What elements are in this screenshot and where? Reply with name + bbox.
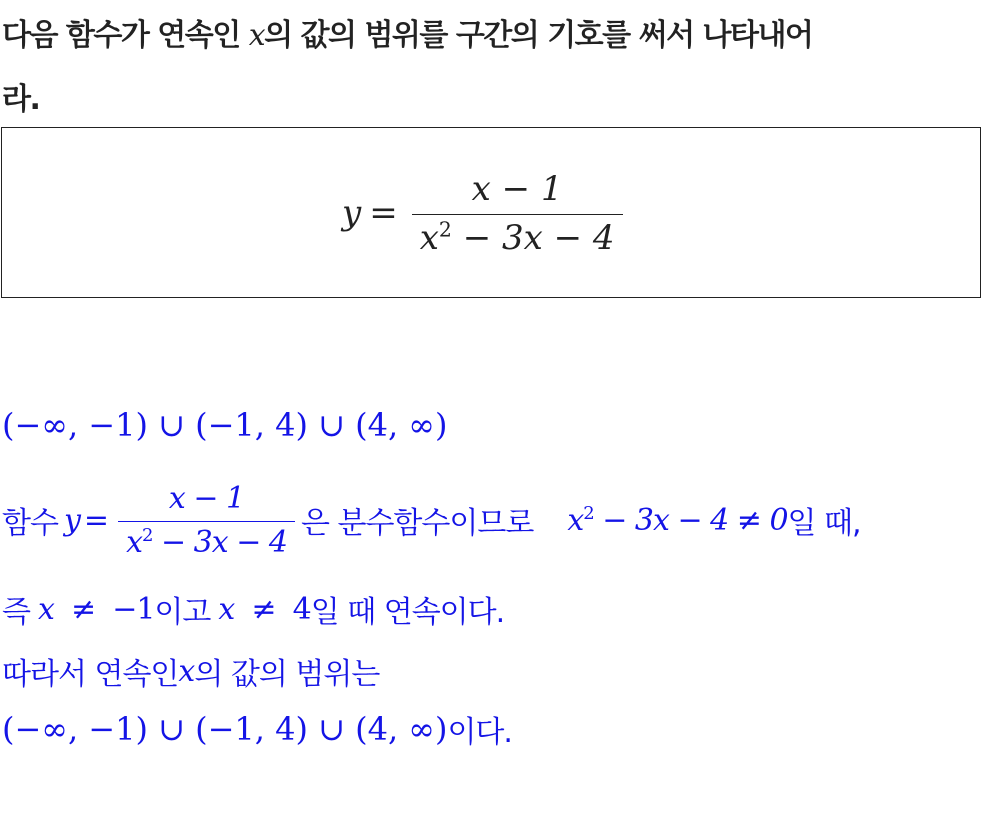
- solution-den-x: x: [126, 524, 142, 560]
- equation-fraction: [412, 169, 623, 258]
- question-text-2: 의 값의 범위를 구간의 기호를 써서 나타내어: [264, 18, 813, 53]
- function-equation: [342, 163, 629, 263]
- solution-line1-condition: [567, 503, 787, 538]
- solution-line3-prefix: 따라서 연속인: [2, 657, 179, 692]
- denominator-exponent: 2: [438, 217, 452, 242]
- solution-line-4: [2, 706, 512, 752]
- problem-statement: [2, 4, 991, 132]
- condition-exponent: 2: [583, 502, 594, 524]
- solution-line4-interval: (−∞, −1) ∪ (−1, 4) ∪ (4, ∞): [2, 710, 448, 748]
- solution-den-exponent: 2: [141, 524, 153, 546]
- solution-den-rest: − 3x − 4: [152, 524, 287, 560]
- solution-line1-suffix: 일 때,: [787, 506, 861, 541]
- solution-line-1: [2, 478, 861, 562]
- denominator-rest: − 3x − 4: [451, 217, 615, 258]
- denominator-x: x: [419, 217, 439, 258]
- condition-rest: − 3x − 4 ≠ 0: [593, 502, 788, 538]
- solution-line3-x: x: [178, 653, 195, 689]
- solution-line1-y: y: [63, 502, 80, 538]
- question-variable: x: [248, 18, 265, 53]
- solution-fraction-bar: [118, 521, 295, 522]
- solution-line2-prefix: 즉: [2, 595, 30, 630]
- solution-line2-cond1: ≠ −1: [53, 591, 155, 627]
- solution-fraction-numerator: x − 1: [168, 480, 245, 516]
- solution-line-3: [2, 648, 379, 694]
- answer-interval: (−∞, −1) ∪ (−1, 4) ∪ (4, ∞): [2, 406, 448, 444]
- equation-lhs: y: [342, 193, 362, 233]
- condition-x: x: [567, 502, 584, 538]
- solution-line2-mid: 이고: [154, 595, 211, 630]
- solution-line1-fraction: [118, 481, 295, 560]
- solution-line2-suffix: 일 때 연속이다.: [310, 595, 505, 630]
- solution-line3-suffix: 의 값의 범위는: [194, 657, 380, 692]
- question-text-3: 라.: [2, 82, 40, 117]
- solution-line2-x2: x: [218, 591, 235, 627]
- solution-line2-cond2: ≠ 4: [234, 591, 311, 627]
- solution-line1-prefix: 함수: [2, 506, 58, 541]
- solution-line1-middle: 은 분수함수이므로: [300, 506, 534, 541]
- solution-fraction-denominator: [118, 525, 295, 560]
- solution-line1-equals: =: [83, 502, 109, 538]
- equation-equals: =: [369, 193, 398, 233]
- question-text-1: 다음 함수가 연속인: [2, 18, 249, 53]
- solution-line-2: [2, 586, 504, 632]
- solution-line2-x1: x: [37, 591, 54, 627]
- fraction-bar: [412, 214, 623, 215]
- solution-line4-suffix: 이다.: [447, 715, 512, 750]
- fraction-numerator: x − 1: [471, 168, 563, 209]
- fraction-denominator: [412, 218, 623, 258]
